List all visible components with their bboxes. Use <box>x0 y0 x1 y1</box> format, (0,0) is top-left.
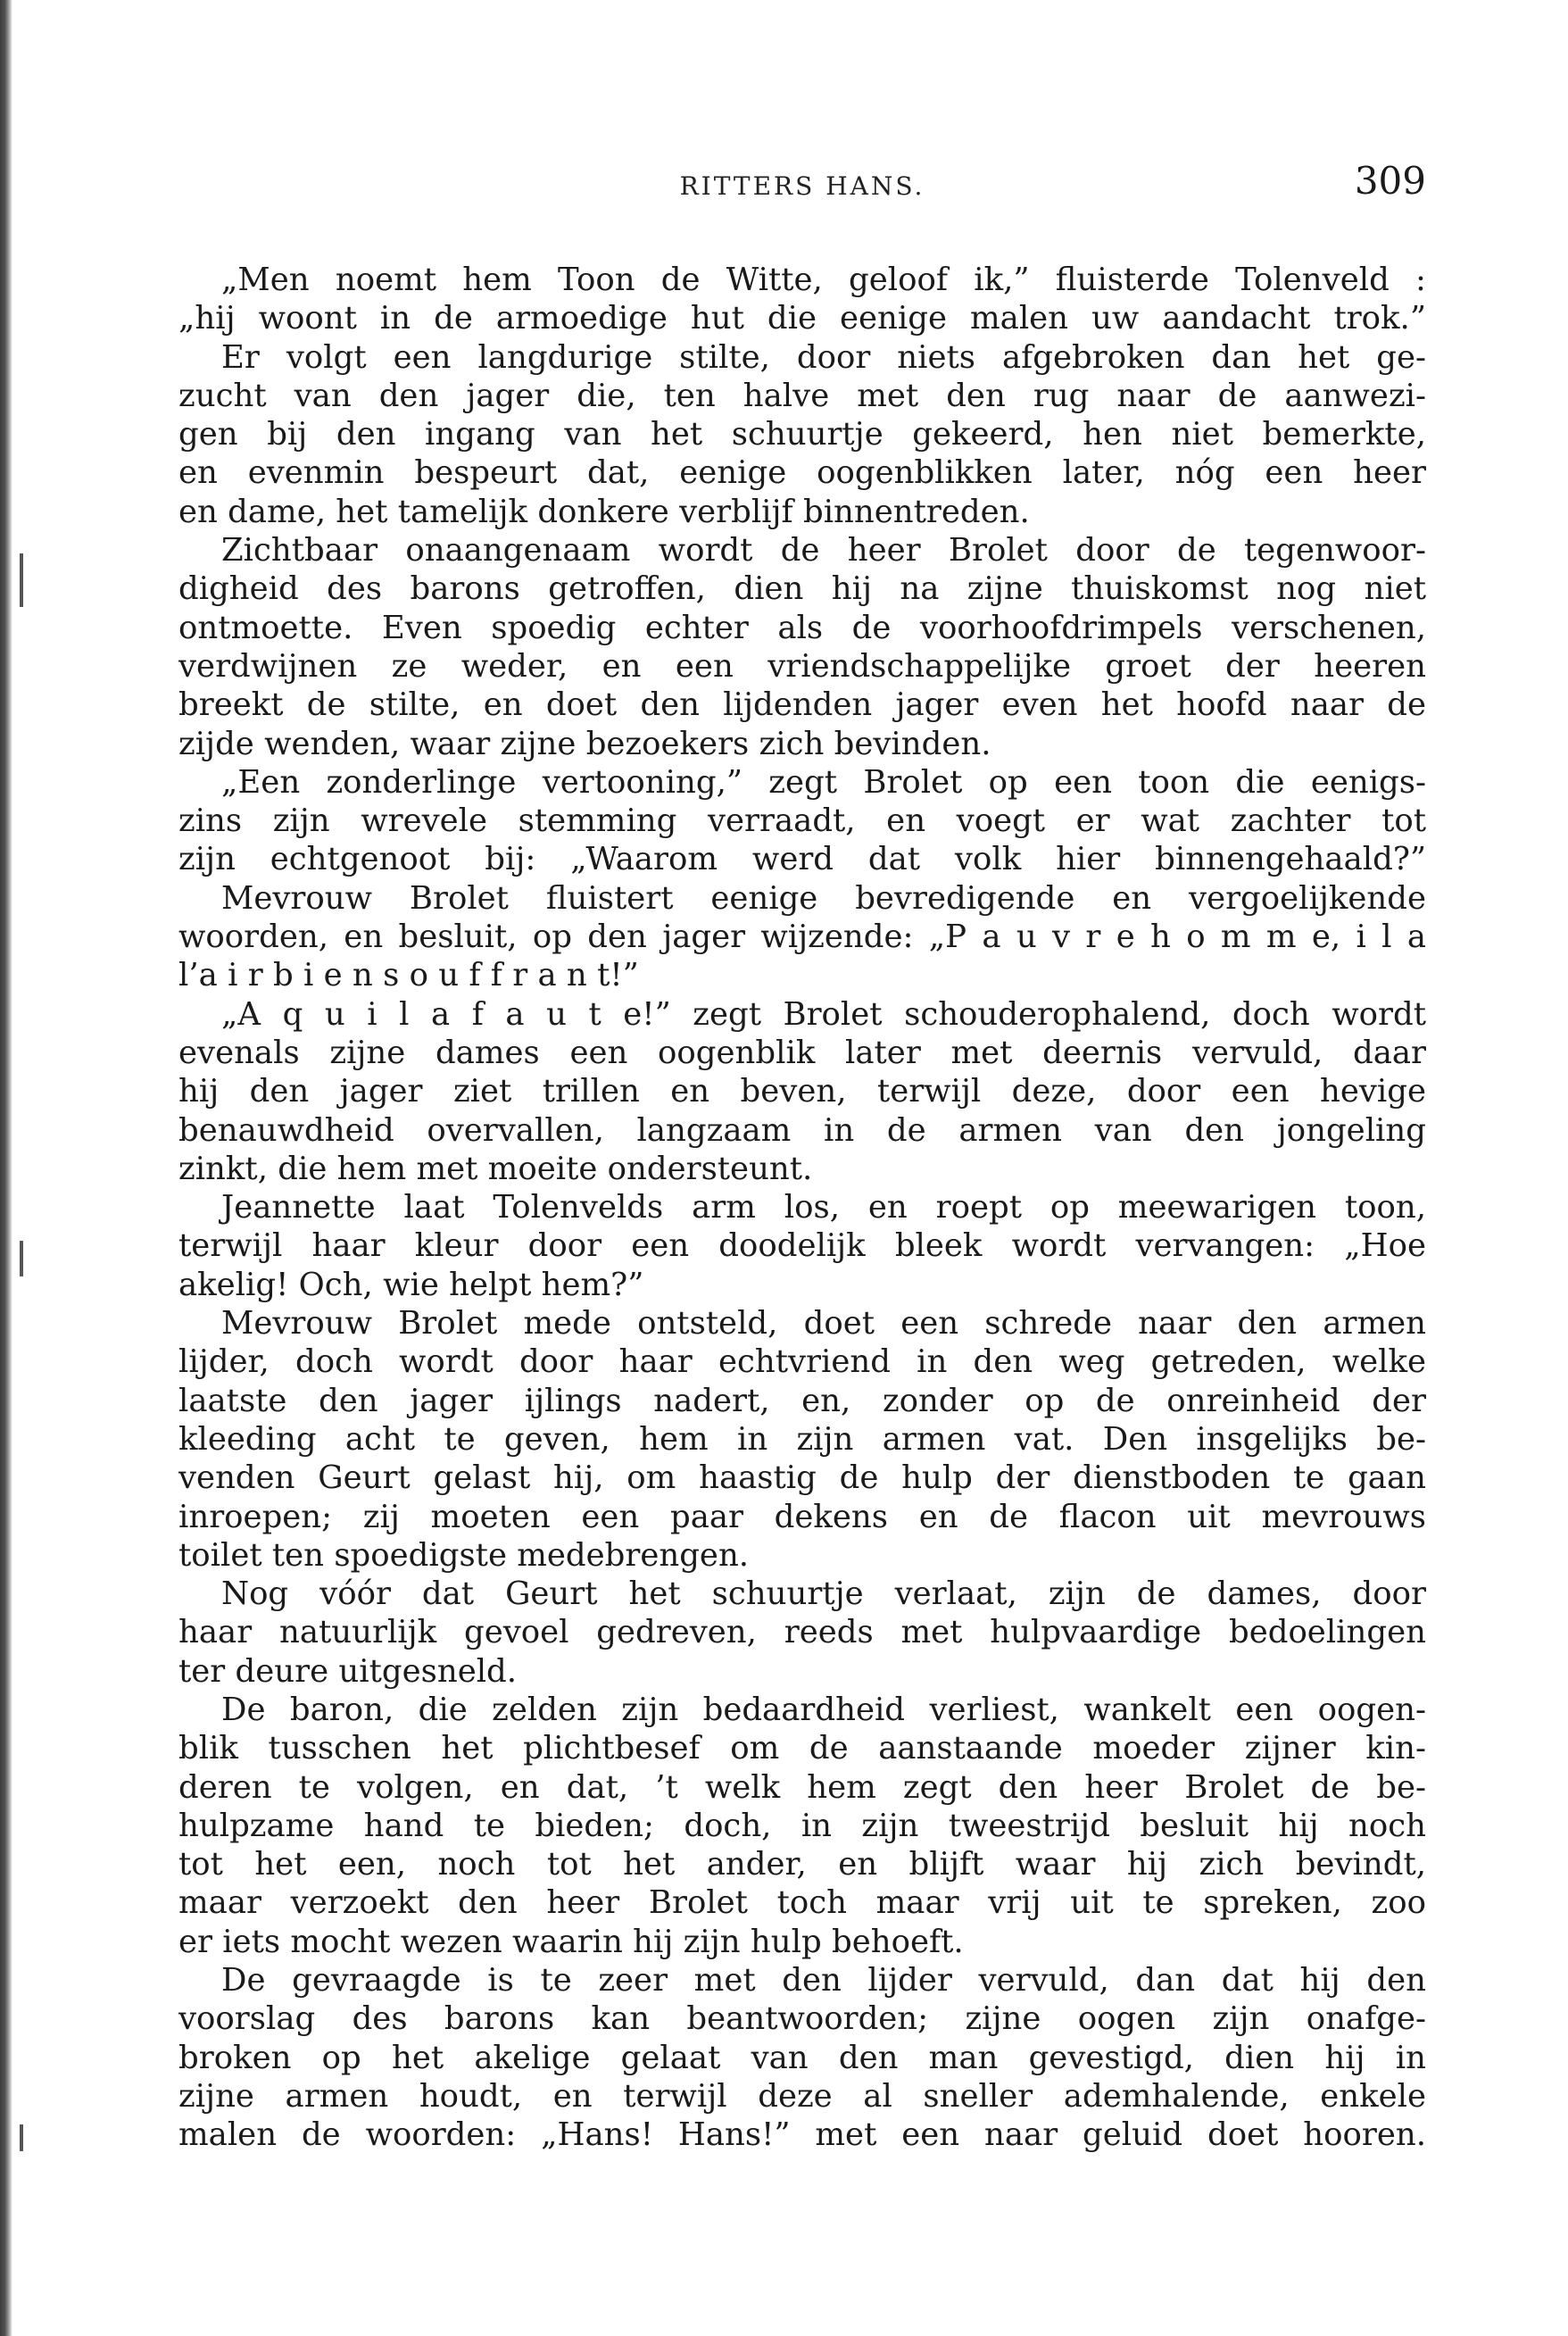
page-header <box>178 159 1426 212</box>
text-line: „A q u i l a f a u t e!” zegt Brolet schouderophalend, doch wordt <box>221 995 1426 1033</box>
body-text <box>178 261 1426 2155</box>
text-line: benauwdheid overvallen, langzaam in de armen van den jongeling <box>178 1111 1426 1149</box>
text-line: maar verzoekt den heer Brolet toch maar vrij uit te spreken, zoo <box>178 1884 1426 1922</box>
text-line: digheid des barons getroffen, dien hij na zijne thuiskomst nog niet <box>178 570 1426 608</box>
text-line: zins zijn wrevele stemming verraadt, en voegt er wat zachter tot <box>178 802 1426 840</box>
text-line: gen bij den ingang van het schuurtje gekeerd, hen niet bemerkte, <box>178 416 1426 453</box>
text-line: venden Geurt gelast hij, om haastig de hulp der dienstboden te gaan <box>178 1459 1426 1497</box>
running-head: RITTERS HANS. <box>679 171 925 201</box>
text-line: zinkt, die hem met moeite ondersteunt. <box>178 1150 813 1187</box>
text-line: zucht van den jager die, ten halve met den rug naar de aanwezi- <box>178 377 1426 414</box>
scan-speck <box>20 553 23 607</box>
text-line: Nog vóór dat Geurt het schuurtje verlaat, zijn de dames, door <box>221 1575 1426 1613</box>
text-line: zijn echtgenoot bij: „Waarom werd dat volk hier binnengehaald?” <box>178 841 1426 878</box>
text-line: haar natuurlijk gevoel gedreven, reeds met hulpvaardige bedoelingen <box>178 1614 1426 1651</box>
text-line: „Men noemt hem Toon de Witte, geloof ik,” fluisterde Tolenveld : <box>221 262 1426 298</box>
text-line: verdwijnen ze weder, en een vriendschappelijke groet der heeren <box>178 647 1426 685</box>
text-line: tot het een, noch tot het ander, en blijft waar hij zich bevindt, <box>178 1846 1426 1883</box>
text-line: voorslag des barons kan beantwoorden; zijne oogen zijn onafge- <box>178 2000 1426 2038</box>
text-line: er iets mocht wezen waarin hij zijn hulp behoeft. <box>178 1923 964 1960</box>
text-line: woorden, en besluit, op den jager wijzende: „P a u v r e h o m m e, i l a <box>178 919 1426 956</box>
text-line: De baron, die zelden zijn bedaardheid verliest, wankelt een oogen- <box>221 1691 1426 1728</box>
text-line: evenals zijne dames een oogenblik later met deernis vervuld, daar <box>178 1034 1426 1071</box>
text-line: Jeannette laat Tolenvelds arm los, en roept op meewarigen toon, <box>221 1189 1426 1226</box>
text-line: ontmoette. Even spoedig echter als de voorhoofdrimpels verschenen, <box>178 609 1426 646</box>
text-line: blik tusschen het plichtbesef om de aanstaande moeder zijner kin- <box>178 1730 1426 1767</box>
text-line: broken op het akelige gelaat van den man gevestigd, dien hij in <box>178 2039 1426 2076</box>
text-line: en evenmin bespeurt dat, eenige oogenblikken later, nóg een heer <box>178 454 1426 492</box>
text-line: malen de woorden: „Hans! Hans!” met een naar geluid doet hooren. <box>178 2116 1426 2154</box>
text-line: hulpzame hand te bieden; doch, in zijn tweestrijd besluit hij noch <box>178 1807 1426 1844</box>
scan-speck <box>20 1241 23 1276</box>
text-line: zijne armen houdt, en terwijl deze al sneller ademhalende, enkele <box>178 2077 1426 2115</box>
text-line: zijde wenden, waar zijne bezoekers zich bevinden. <box>178 725 991 762</box>
scan-speck <box>20 2124 23 2151</box>
text-line: lijder, doch wordt door haar echtvriend in den weg getreden, welke <box>178 1343 1426 1381</box>
text-line: laatste den jager ijlings nadert, en, zonder op de onreinheid der <box>178 1382 1426 1419</box>
text-line: toilet ten spoedigste medebrengen. <box>178 1536 750 1574</box>
text-line: Er volgt een langdurige stilte, door niets afgebroken dan het ge- <box>221 338 1426 376</box>
text-line: terwijl haar kleur door een doodelijk bleek wordt vervangen: „Hoe <box>178 1227 1426 1265</box>
text-line: „hij woont in de armoedige hut die eenige malen uw aandacht trok.” <box>178 300 1426 337</box>
text-line: Mevrouw Brolet mede ontsteld, doet een schrede naar den armen <box>221 1305 1426 1343</box>
text-line: Mevrouw Brolet fluistert eenige bevredigende en vergoelijkende <box>221 879 1426 917</box>
text-line: akelig! Och, wie helpt hem?” <box>178 1266 644 1303</box>
text-line: De gevraagde is te zeer met den lijder vervuld, dan dat hij den <box>221 1962 1426 1999</box>
text-line: deren te volgen, en dat, ’t welk hem zegt den heer Brolet de be- <box>178 1768 1426 1806</box>
text-line: en dame, het tamelijk donkere verblijf binnentreden. <box>178 493 1030 530</box>
page-number: 309 <box>1354 159 1426 203</box>
text-line: l’a i r b i e n s o u f f r a n t!” <box>178 957 639 994</box>
text-line: „Een zonderlinge vertooning,” zegt Brolet op een toon die eenigs- <box>221 763 1426 801</box>
binding-edge <box>0 0 12 2336</box>
text-line: breekt de stilte, en doet den lijdenden jager even het hoofd naar de <box>178 686 1426 724</box>
text-line: ter deure uitgesneld. <box>178 1652 518 1690</box>
text-line: kleeding acht te geven, hem in zijn armen vat. Den insgelijks be- <box>178 1420 1426 1458</box>
text-line: Zichtbaar onaangenaam wordt de heer Brolet door de tegenwoor- <box>221 532 1426 569</box>
text-line: hij den jager ziet trillen en beven, terwijl deze, door een hevige <box>178 1073 1426 1110</box>
text-line: inroepen; zij moeten een paar dekens en de flacon uit mevrouws <box>178 1498 1426 1535</box>
